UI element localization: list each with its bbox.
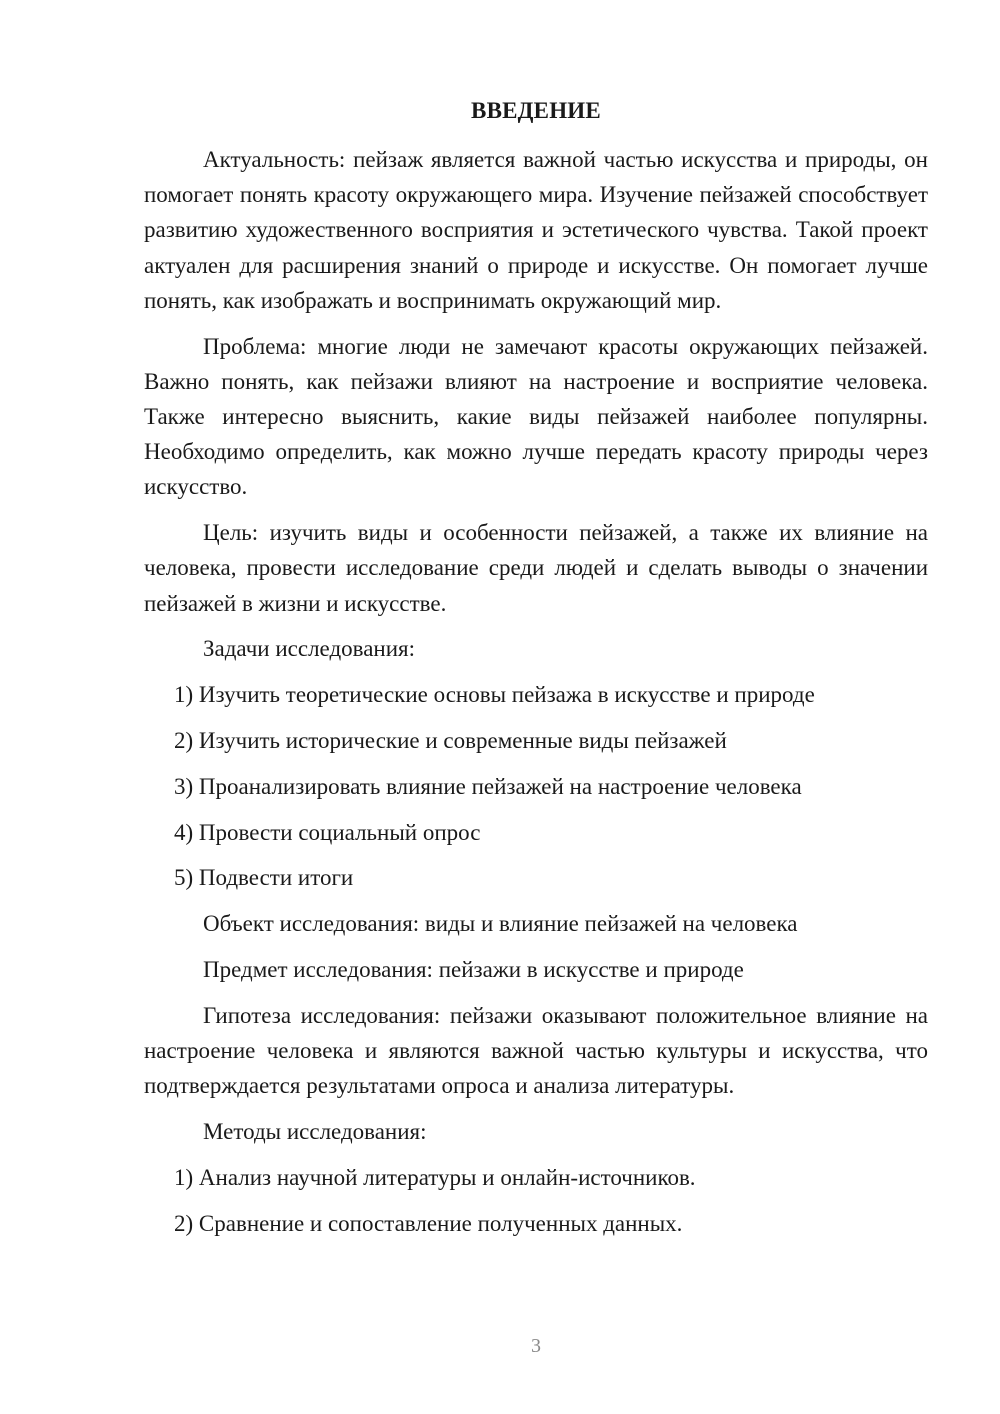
- problem-paragraph: Проблема: многие люди не замечают красоты окружающих пейзажей. Важно понять, как пейзажи влияют на настроение и восприятие человека. Также интересно выяснить, какие виды пейзажей наиболее популярны. Необходимо определить, как можно лучше передать красоту природы через искусство.: [144, 333, 928, 500]
- page-title: ВВЕДЕНИЕ: [471, 98, 601, 123]
- methods-heading: Методы исследования:: [203, 1119, 427, 1144]
- document-body: [144, 142, 928, 1251]
- object-paragraph: Объект исследования: виды и влияние пейзажей на человека: [203, 911, 798, 937]
- hypothesis-paragraph: Гипотеза исследования: пейзажи оказывают положительное влияние на настроение человека и являются важной частью культуры и искусства, что подтверждается результатами опроса и анализа литературы.: [144, 1002, 928, 1099]
- list-item: 3) Проанализировать влияние пейзажей на настроение человека: [174, 773, 802, 799]
- methods-list: [144, 1160, 928, 1241]
- list-item: 1) Изучить теоретические основы пейзажа в искусстве и природе: [174, 682, 815, 708]
- page-number: 3: [531, 1335, 541, 1357]
- goal-paragraph: Цель: изучить виды и особенности пейзажей, а также их влияние на человека, провести исследование среди людей и сделать выводы о значении пейзажей в жизни и искусстве.: [144, 520, 928, 616]
- tasks-heading: Задачи исследования:: [203, 636, 416, 662]
- list-item: 1) Анализ научной литературы и онлайн-источников.: [174, 1164, 696, 1190]
- list-item: 4) Провести социальный опрос: [174, 819, 481, 845]
- subject-paragraph: Предмет исследования: пейзажи в искусстве и природе: [203, 957, 744, 982]
- relevance-paragraph: Актуальность: пейзаж является важной частью искусства и природы, он помогает понять красоту окружающего мира. Изучение пейзажей способствует развитию художественного восприятия и эстетического чувства. Такой проект актуален для расширения знаний о природе и искусстве. Он помогает лучше понять, как изображать и воспринимать окружающий мир.: [144, 147, 928, 313]
- list-item: 2) Изучить исторические и современные виды пейзажей: [174, 728, 727, 754]
- list-item: 2) Сравнение и сопоставление полученных данных.: [174, 1210, 683, 1236]
- list-item: 5) Подвести итоги: [174, 865, 354, 891]
- tasks-list: [144, 677, 928, 895]
